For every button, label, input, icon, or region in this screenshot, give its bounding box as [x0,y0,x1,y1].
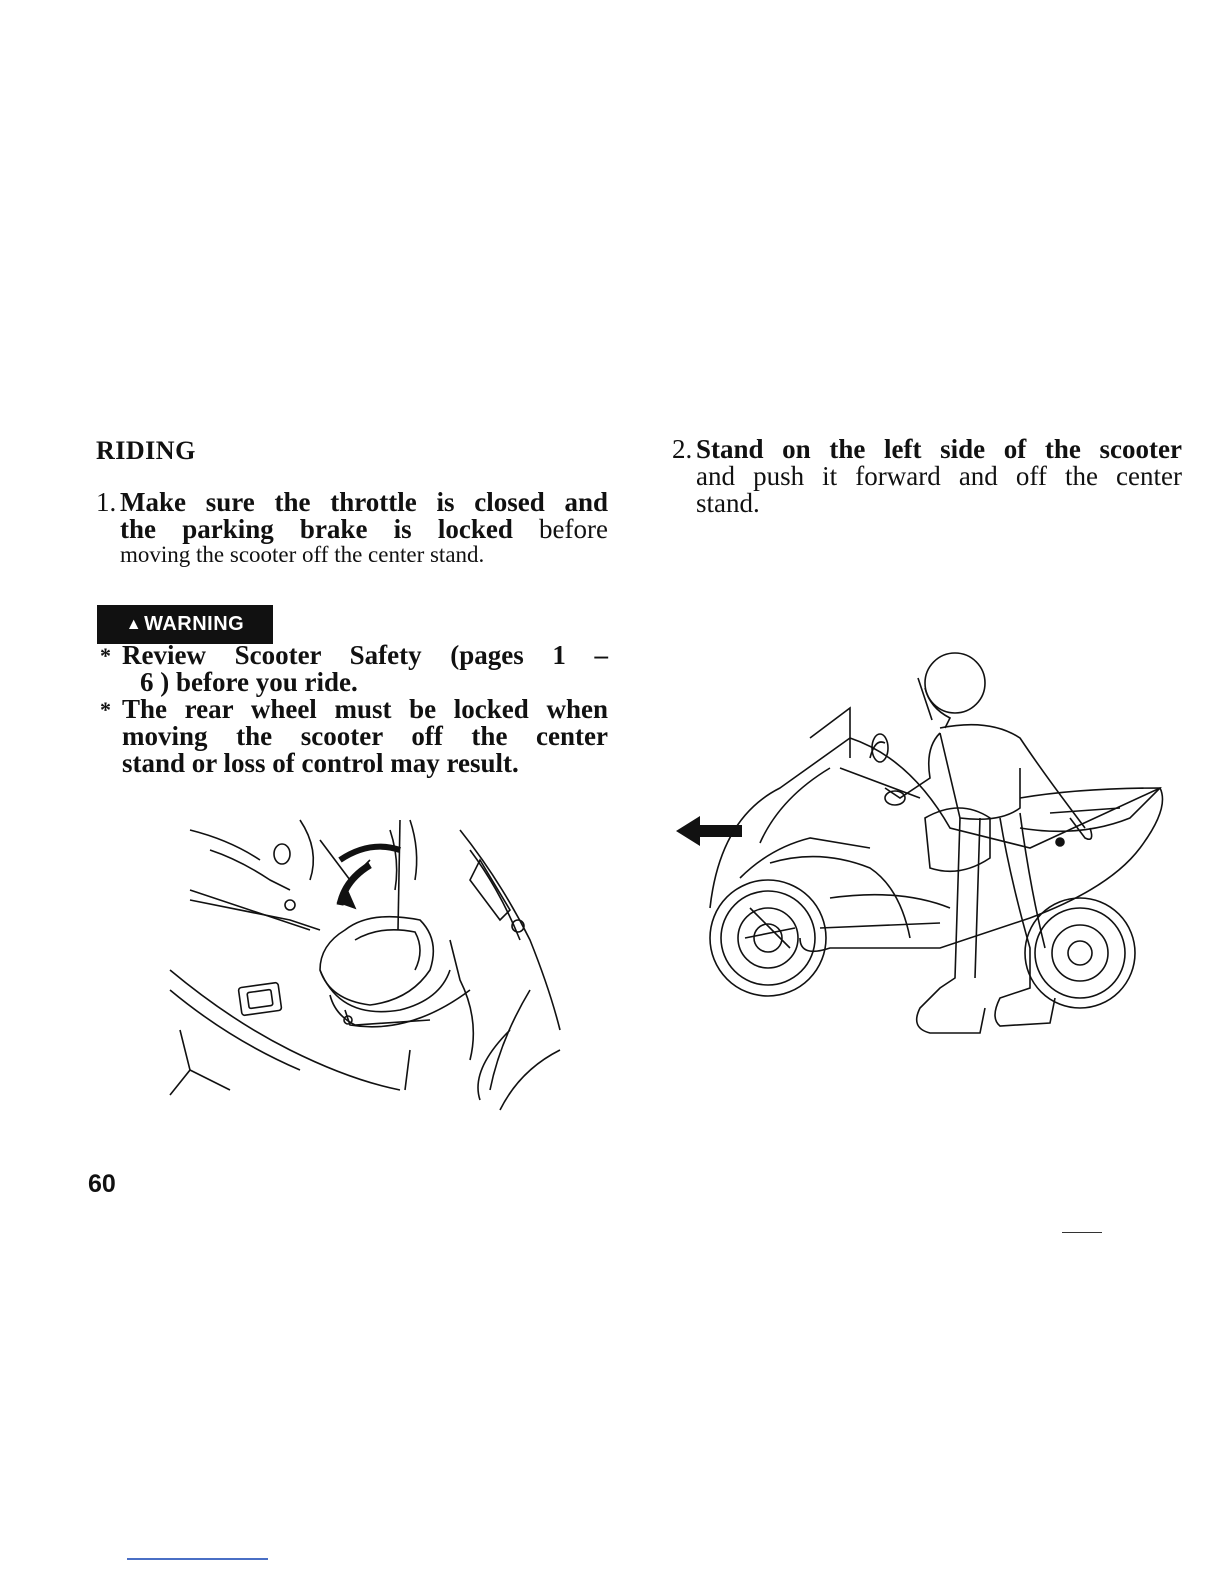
step-1-line-2: the parking brake is locked before [120,514,608,544]
warning-item [100,696,608,777]
warning-item-line: moving the scooter off the center [122,721,608,751]
step-2-line-2: and push it forward and off the center [696,461,1182,491]
step-1-line-1: Make sure the throttle is closed and [120,487,608,517]
warning-triangle-icon: ▲ [125,615,143,633]
divider [1062,1232,1102,1233]
step-1-number: 1. [96,487,117,517]
page-number: 60 [88,1170,116,1198]
parking-brake-illustration [170,820,570,1110]
step-2-line-1: Stand on the left side of the scooter [696,434,1182,464]
warning-item-line: 6 ) before you ride. [140,667,358,697]
warning-badge [97,605,273,644]
warning-list [100,642,608,777]
divider [127,1558,268,1560]
step-2 [672,436,1182,517]
warning-item-line: Review Scooter Safety (pages 1 – [122,640,608,670]
bullet: * [100,697,111,722]
step-1-line-3: moving the scooter off the center stand. [120,542,485,567]
warning-item [100,642,608,696]
warning-item-line: stand or loss of control may result. [122,748,519,778]
step-1 [96,489,608,567]
bullet: * [100,643,111,668]
warning-badge-label: WARNING [144,613,245,635]
section-title: RIDING [96,436,196,465]
step-2-number: 2. [672,434,693,464]
scooter-push-illustration [700,648,1170,1048]
step-2-line-3: stand. [696,488,760,518]
warning-item-line: The rear wheel must be locked when [122,694,608,724]
